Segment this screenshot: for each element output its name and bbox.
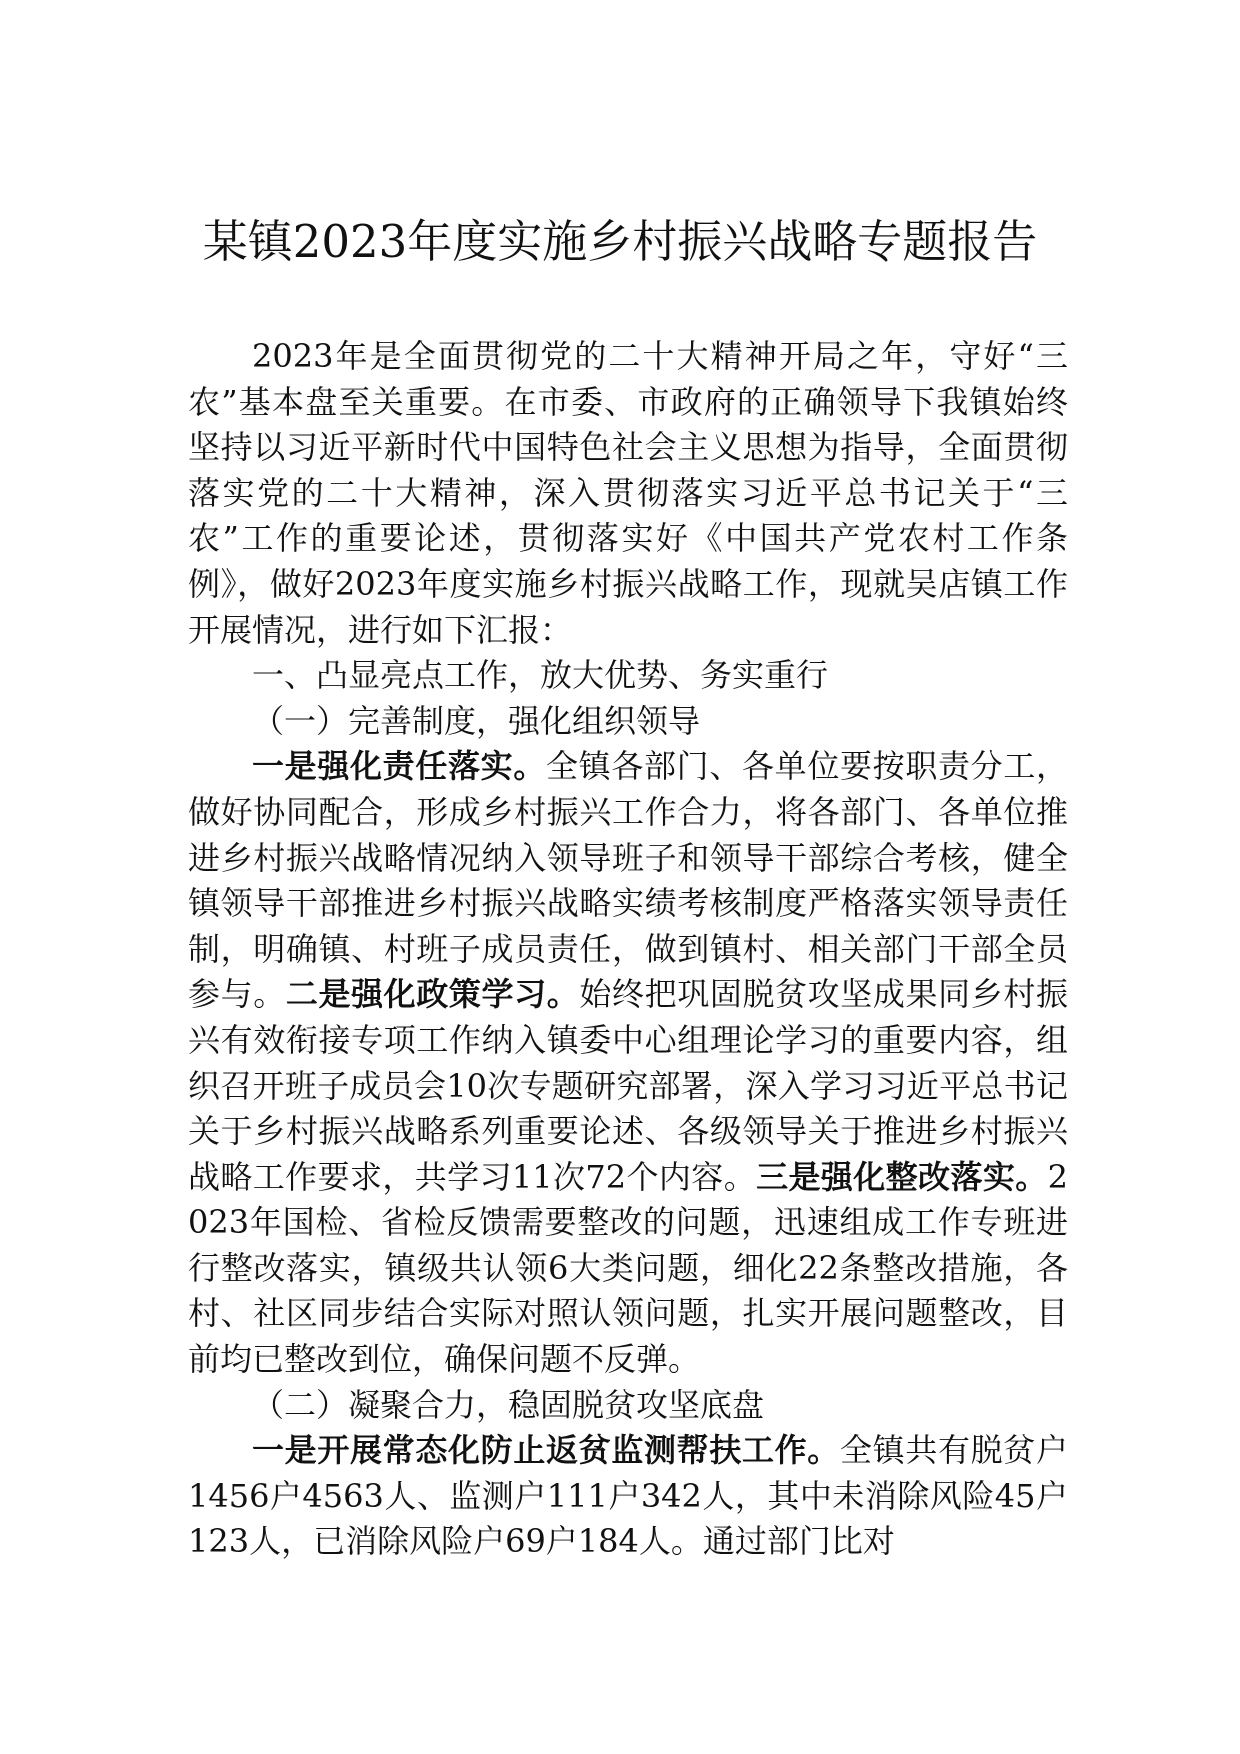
text-rectification: 2023年国检、省检反馈需要整改的问题，迅速组成工作专班进行整改落实，镇级共认领6大类问题，细化22条整改措施，各村、社区同步结合实际对照认领问题，扎实开展问题整改，目前均已整改到位，确保问题不反弹。 bbox=[188, 1157, 1068, 1379]
section-1-heading: 一、凸显亮点工作，放大优势、务实重行 bbox=[252, 656, 829, 695]
intro-paragraph: 2023年是全面贯彻党的二十大精神开局之年，守好“三农”基本盘至关重要。在市委、市政府的正确领导下我镇始终坚持以习近平新时代中国特色社会主义思想为指导，全面贯彻落实党的二十大精神，深入贯彻落实习近平总书记关于“三农”工作的重要论述，贯彻落实好《中国共产党农村工作条例》，做好2023年度实施乡村振兴战略工作，现就吴店镇工作开展情况，进行如下汇报： bbox=[188, 337, 1068, 649]
text-responsibility: 全镇各部门、各单位要按职责分工，做好协同配合，形成乡村振兴工作合力，将各部门、各单位推进乡村振兴战略情况纳入领导班子和领导干部综合考核，健全镇领导干部推进乡村振兴战略实绩考核制度严格落实领导责任制，明确镇、村班子成员责任，做到镇村、相关部门干部全员参与。 bbox=[188, 747, 1068, 1014]
lead-poverty-monitoring: 一是开展常态化防止返贫监测帮扶工作。 bbox=[252, 1431, 840, 1470]
document-body bbox=[188, 334, 1068, 1565]
lead-rectification: 三是强化整改落实。 bbox=[756, 1157, 1048, 1196]
lead-policy-study: 二是强化政策学习。 bbox=[285, 975, 580, 1014]
text-poverty-monitoring: 全镇共有脱贫户1456户4563人、监测户111户342人，其中未消除风险45户123人，已消除风险户69户184人。通过部门比对 bbox=[188, 1431, 1068, 1561]
subsection-2-paragraph bbox=[188, 1428, 1068, 1565]
subsection-1-paragraph bbox=[188, 744, 1068, 1382]
subsection-2-heading: （二）凝聚合力，稳固脱贫攻坚底盘 bbox=[252, 1385, 765, 1424]
text-policy-study: 始终把巩固脱贫攻坚成果同乡村振兴有效衔接专项工作纳入镇委中心组理论学习的重要内容，组织召开班子成员会10次专题研究部署，深入学习习近平总书记关于乡村振兴战略系列重要论述、各级领导关于推进乡村振兴战略工作要求，共学习11次72个内容。 bbox=[188, 975, 1068, 1196]
document-title: 某镇2023年度实施乡村振兴战略专题报告 bbox=[202, 215, 1038, 268]
subsection-1-heading: （一）完善制度，强化组织领导 bbox=[252, 701, 701, 740]
lead-responsibility: 一是强化责任落实。 bbox=[252, 747, 546, 786]
